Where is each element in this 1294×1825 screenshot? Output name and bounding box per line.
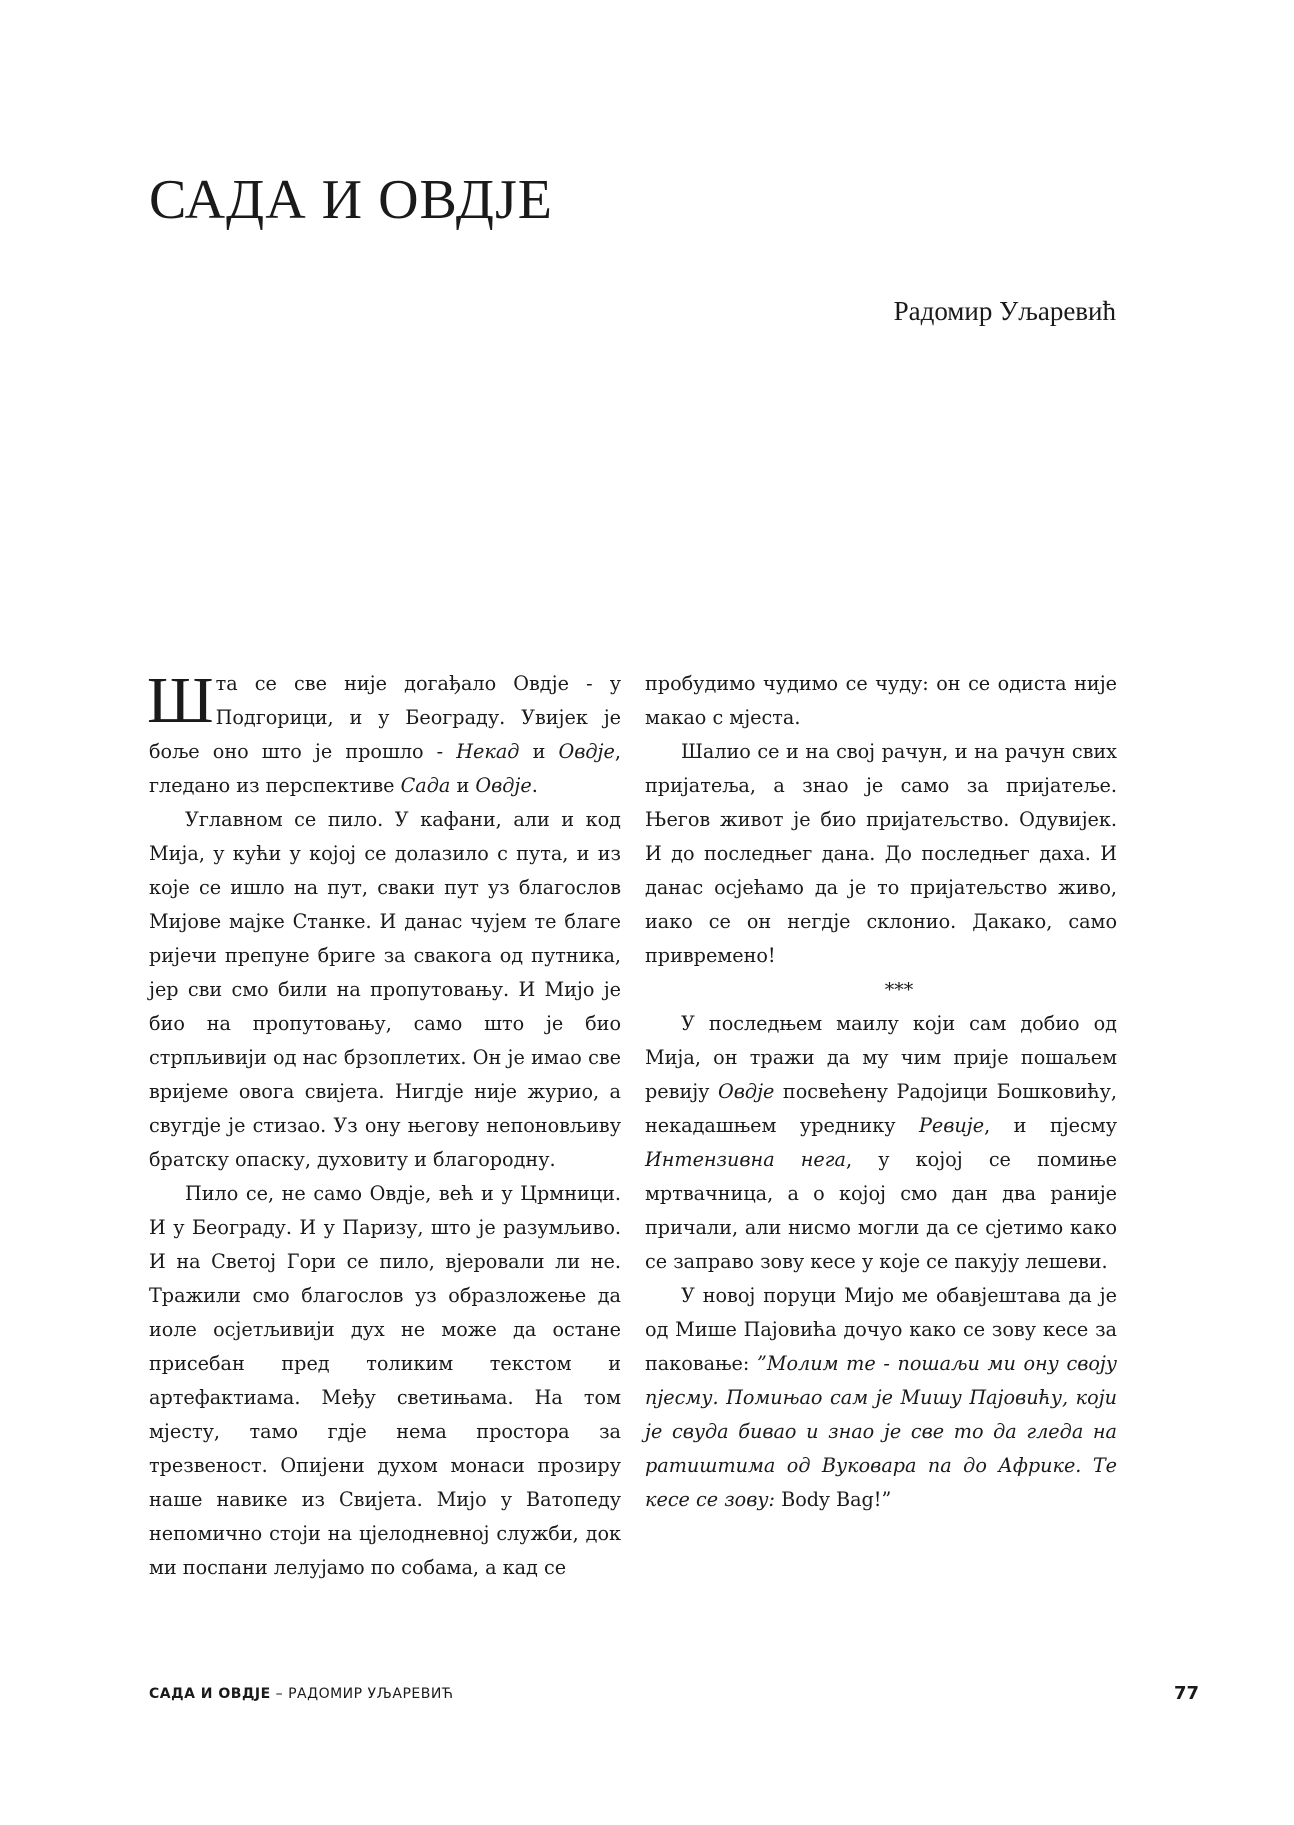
running-footer xyxy=(149,1686,453,1702)
paragraph: Шта се све није догађало Овдје - у Подгорици, и у Београду. Увијек је боље оно што је прошло - Некад и Овдје, гледано из перспективе Сада и Овдје. xyxy=(147,664,621,797)
footer-author: РАДОМИР УЉАРЕВИЋ xyxy=(288,1686,454,1702)
article-title: САДА И ОВДЈЕ xyxy=(149,169,553,231)
section-separator: *** xyxy=(884,979,914,1001)
paragraph: пробудимо чудимо се чуду: он се одиста није макао с мјеста. xyxy=(645,672,1117,729)
left-column xyxy=(147,664,621,1585)
footer-separator: – xyxy=(270,1686,289,1702)
paragraph: Углавном се пило. У кафани, али и код Мија, у кући у којој се долазило с пута, и из које се ишло на пут, сваки пут уз благослов Мијове мајке Станке. И данас чујем те благе ријечи препуне бриге за свакога од путника, јер сви смо били на пропутовању. И Мијо је био на пропутовању, само што је био стрпљивији од нас брзоплетих. Он је имао све вријеме овога свијета. Нигдје није журио, а свугдје је стизао. Уз ону његову непоновљиву братску опаску, духовиту и благородну. xyxy=(149,808,621,1171)
page-number: 77 xyxy=(1173,1683,1199,1704)
article-author: Радомир Уљаревић xyxy=(893,296,1116,326)
footer-title: САДА И ОВДЈЕ xyxy=(149,1686,271,1702)
paragraph: Шалио се и на свој рачун, и на рачун свих пријатеља, а знао је само за пријатеље. Његов живот је био пријатељство. Одувијек. И до последњег дана. До последњег даха. И данас осјећамо да је то пријатељство живо, иако се он негдје склонио. Дакако, само привремено! xyxy=(645,740,1117,967)
drop-cap: Ш xyxy=(147,664,214,737)
paragraph: Пило се, не само Овдје, већ и у Црмници. И у Београду. И у Паризу, што је разумљиво. И на Светој Гори се пило, вјеровали ли не. Тражили смо благослов уз образложење да иоле осјетљивији дух не може да остане присебан пред толиким текстом и артефактиама. Међу светињама. На том мјесту, тамо гдје нема простора за трезвеност. Опијени духом монаси прозиру наше навике из Свијета. Мијо у Ватопеду непомично стоји на цјелодневној служби, док ми поспани лелујамо по собама, а кад се xyxy=(149,1182,621,1579)
right-column xyxy=(645,667,1117,1517)
paragraph: У новој поруци Мијо ме обавјештава да је од Мише Пајовића дочуо како се зову кесе за паковање: ”Молим те - пошаљи ми ону своју пјесму. Помињао сам је Мишу Пајовићу, који је свуда бивао и знао је све то да гледа на ратиштима од Вуковара па до Африке. Те кесе се зову: Body Bag!” xyxy=(645,1284,1117,1511)
paragraph: У последњем маилу који сам добио од Мија, он тражи да му чим прије пошаљем ревију Овдје посвећену Радојици Бошковићу, некадашњем уреднику Ревије, и пјесму Интензивна нега, у којој се помиње мртвачница, а о којој смо дан два раније причали, али нисмо могли да се сјетимо како се заправо зову кесе у које се пакују лешеви. xyxy=(645,1012,1117,1273)
